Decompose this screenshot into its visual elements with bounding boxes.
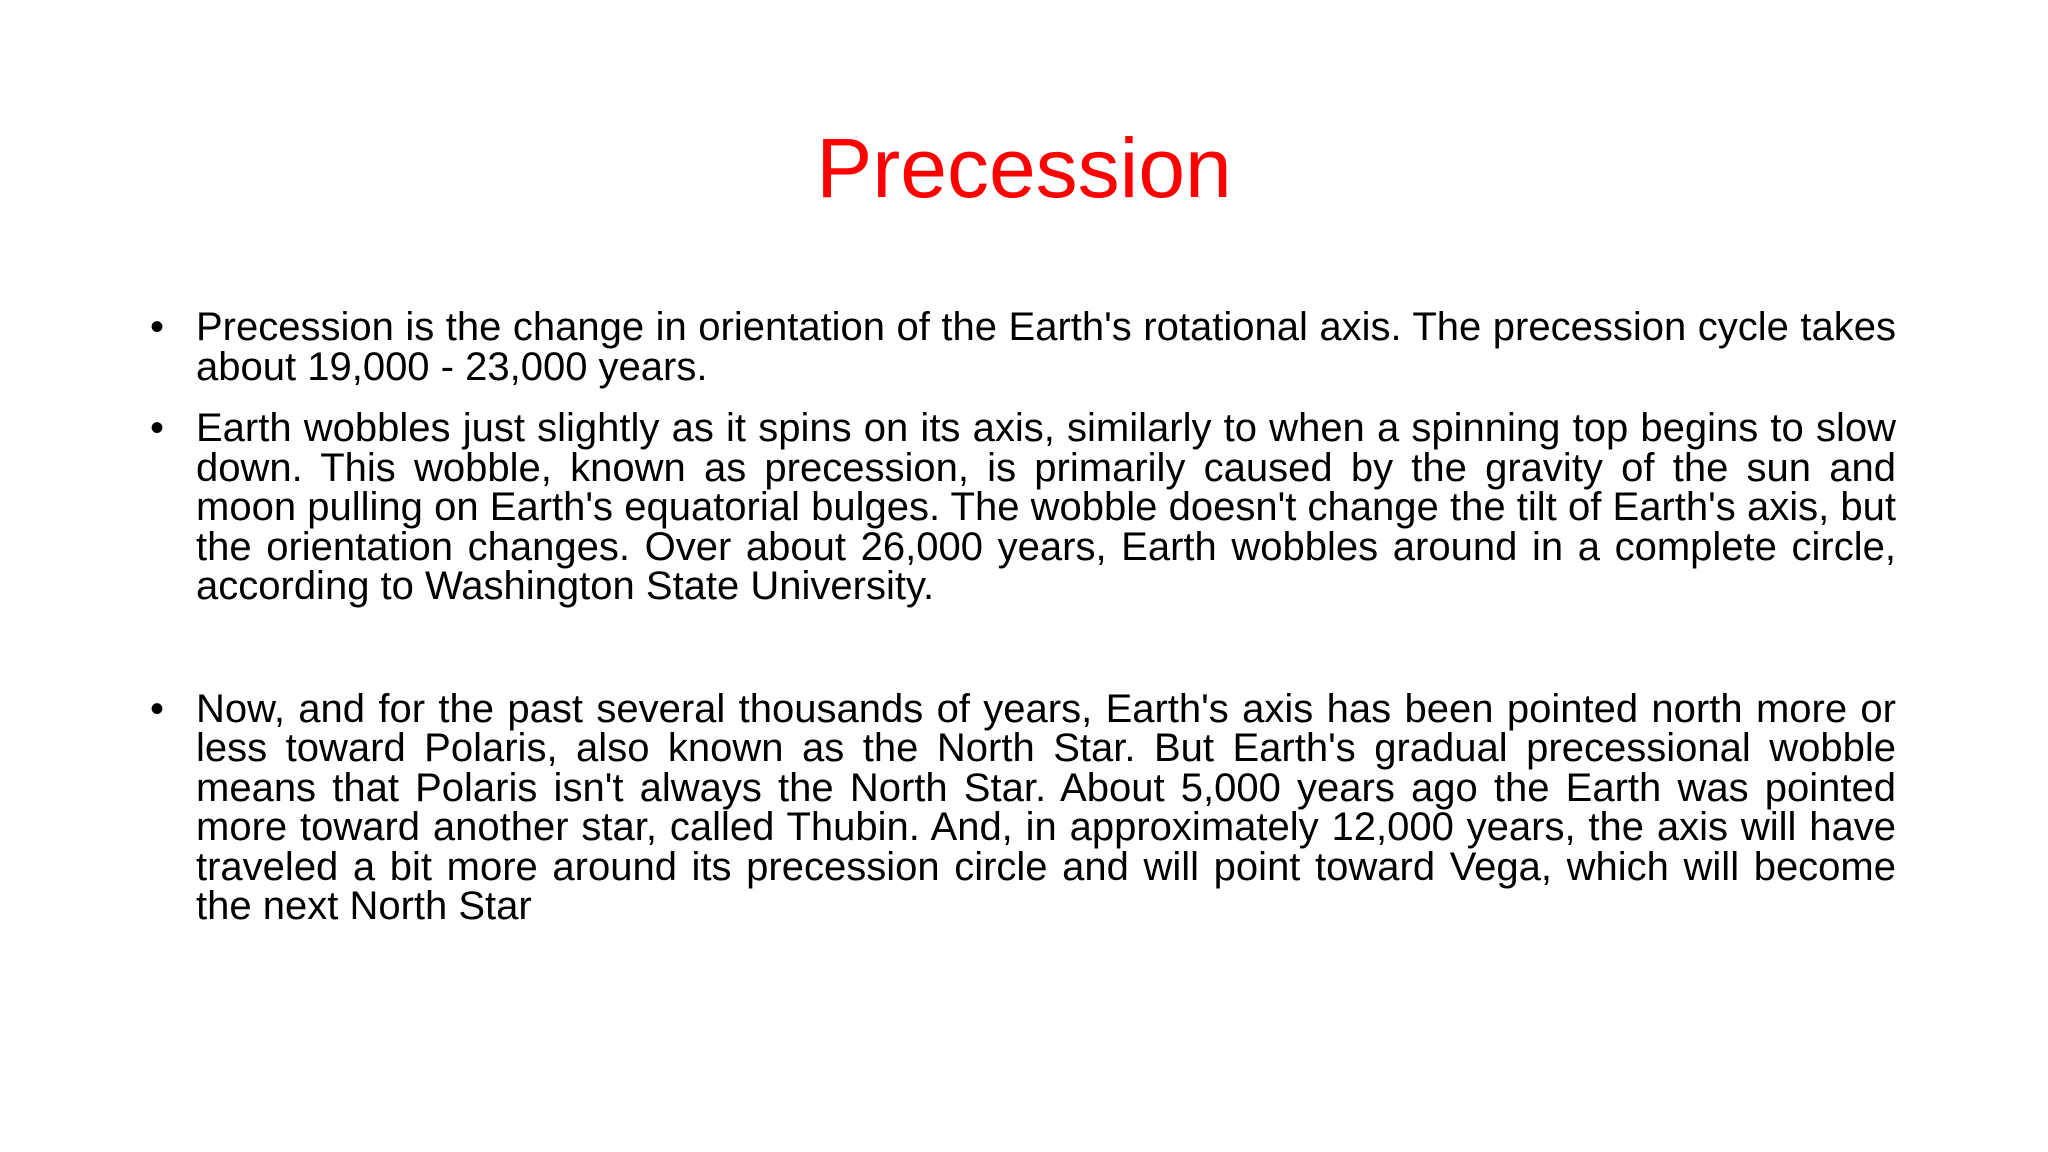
bullet-text: Precession is the change in orientation of the Earth's rotational axis. The precession cycle takes about 19,000 - 23,000 years. [196, 305, 1896, 389]
bullet-item [150, 686, 1896, 928]
bullet-icon: • [150, 305, 165, 349]
bullet-list [150, 305, 1896, 928]
bullet-text: Now, and for the past several thousands of years, Earth's axis has been pointed north more or less toward Polaris, also known as the North Star. But Earth's gradual precessional wobble means that Polaris isn't always the North Star. About 5,000 years ago the Earth was pointed more toward another star, called Thubin. And, in approximately 12,000 years, the axis will have traveled a bit more around its precession circle and will point toward Vega, which will become the next North Star [196, 686, 1896, 928]
bullet-icon: • [150, 406, 165, 450]
bullet-item [150, 406, 1896, 608]
bullet-text: Earth wobbles just slightly as it spins on its axis, similarly to when a spinning top begins to slow down. This wobble, known as precession, is primarily caused by the gravity of the sun and moon pulling on Earth's equatorial bulges. The wobble doesn't change the tilt of Earth's axis, but the orientation changes. Over about 26,000 years, Earth wobbles around in a complete circle, according to Washington State University. [196, 406, 1896, 608]
bullet-item [150, 305, 1896, 389]
slide-title: Precession [816, 121, 1232, 215]
bullet-icon: • [150, 686, 165, 731]
